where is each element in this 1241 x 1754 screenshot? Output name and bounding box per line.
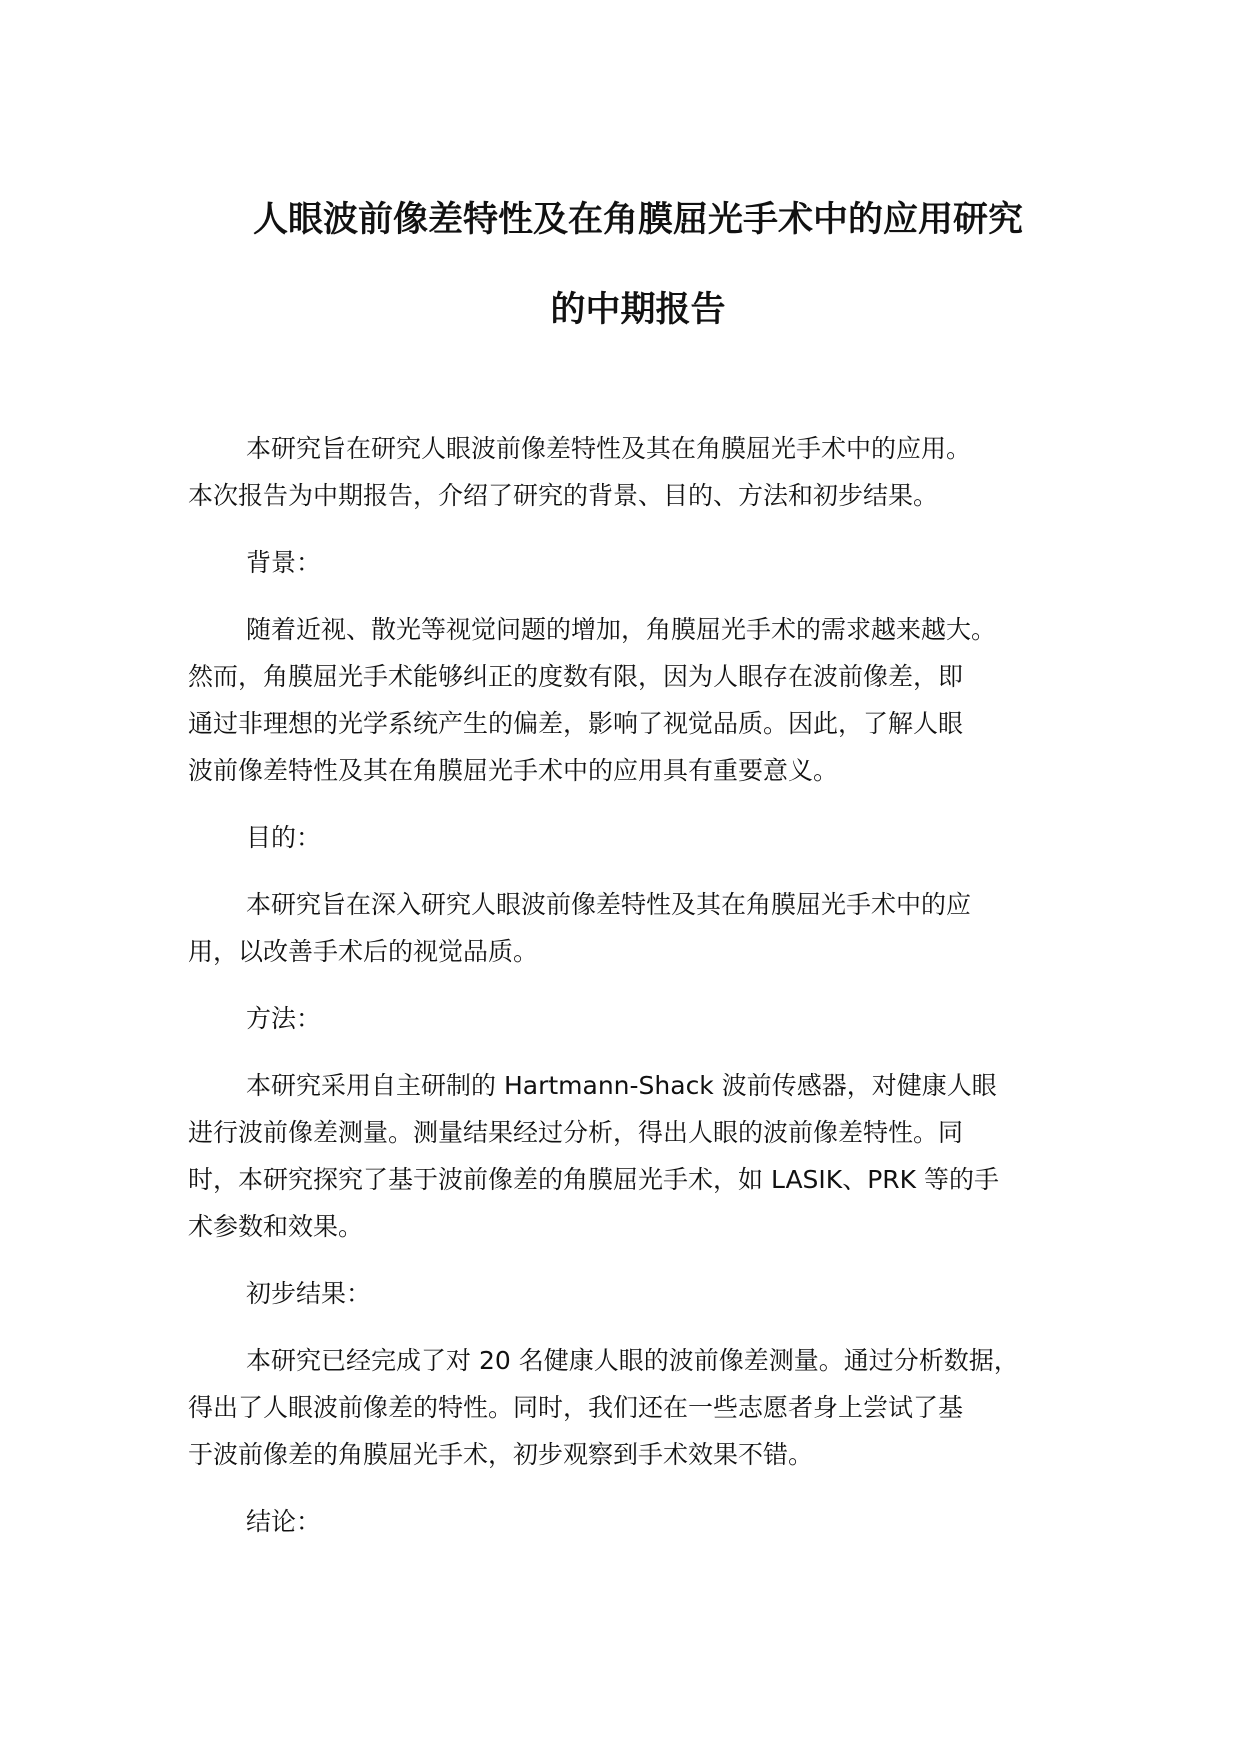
intro-paragraph [188, 425, 1088, 519]
purpose-heading: 目的： [246, 823, 322, 852]
text-line: 本研究采用自主研制的 Hartmann-Shack 波前传感器，对健康人眼 [246, 1071, 997, 1100]
text-line: 进行波前像差测量。测量结果经过分析，得出人眼的波前像差特性。同 [188, 1118, 964, 1147]
method-paragraph [188, 1062, 1088, 1250]
background-heading: 背景： [246, 548, 322, 577]
document-page [188, 175, 1088, 1565]
text-line: 本研究旨在深入研究人眼波前像差特性及其在角膜屈光手术中的应 [246, 890, 972, 919]
method-heading: 方法： [246, 1004, 322, 1033]
title-line-2: 的中期报告 [550, 290, 726, 330]
text-line: 术参数和效果。 [188, 1212, 364, 1241]
text-line: 本次报告为中期报告，介绍了研究的背景、目的、方法和初步结果。 [188, 481, 939, 510]
conclusion-heading: 结论： [246, 1507, 322, 1536]
results-paragraph [188, 1337, 1088, 1478]
results-heading: 初步结果： [246, 1279, 372, 1308]
text-line: 用，以改善手术后的视觉品质。 [188, 937, 539, 966]
text-line: 通过非理想的光学系统产生的偏差，影响了视觉品质。因此，了解人眼 [188, 709, 964, 738]
text-line: 随着近视、散光等视觉问题的增加，角膜屈光手术的需求越来越大。 [246, 615, 997, 644]
document-body [188, 425, 1088, 1545]
background-paragraph [188, 606, 1088, 794]
text-line: 本研究已经完成了对 20 名健康人眼的波前像差测量。通过分析数据， [246, 1346, 1019, 1375]
text-line: 得出了人眼波前像差的特性。同时，我们还在一些志愿者身上尝试了基 [188, 1393, 964, 1422]
text-line: 时，本研究探究了基于波前像差的角膜屈光手术，如 LASIK、PRK 等的手 [188, 1165, 999, 1194]
text-line: 然而，角膜屈光手术能够纠正的度数有限，因为人眼存在波前像差，即 [188, 662, 964, 691]
title-line-1: 人眼波前像差特性及在角膜屈光手术中的应用研究 [252, 200, 1023, 240]
text-line: 波前像差特性及其在角膜屈光手术中的应用具有重要意义。 [188, 756, 839, 785]
purpose-paragraph [188, 881, 1088, 975]
text-line: 于波前像差的角膜屈光手术，初步观察到手术效果不错。 [188, 1440, 814, 1469]
text-line: 本研究旨在研究人眼波前像差特性及其在角膜屈光手术中的应用。 [246, 434, 972, 463]
document-title [188, 175, 1088, 355]
